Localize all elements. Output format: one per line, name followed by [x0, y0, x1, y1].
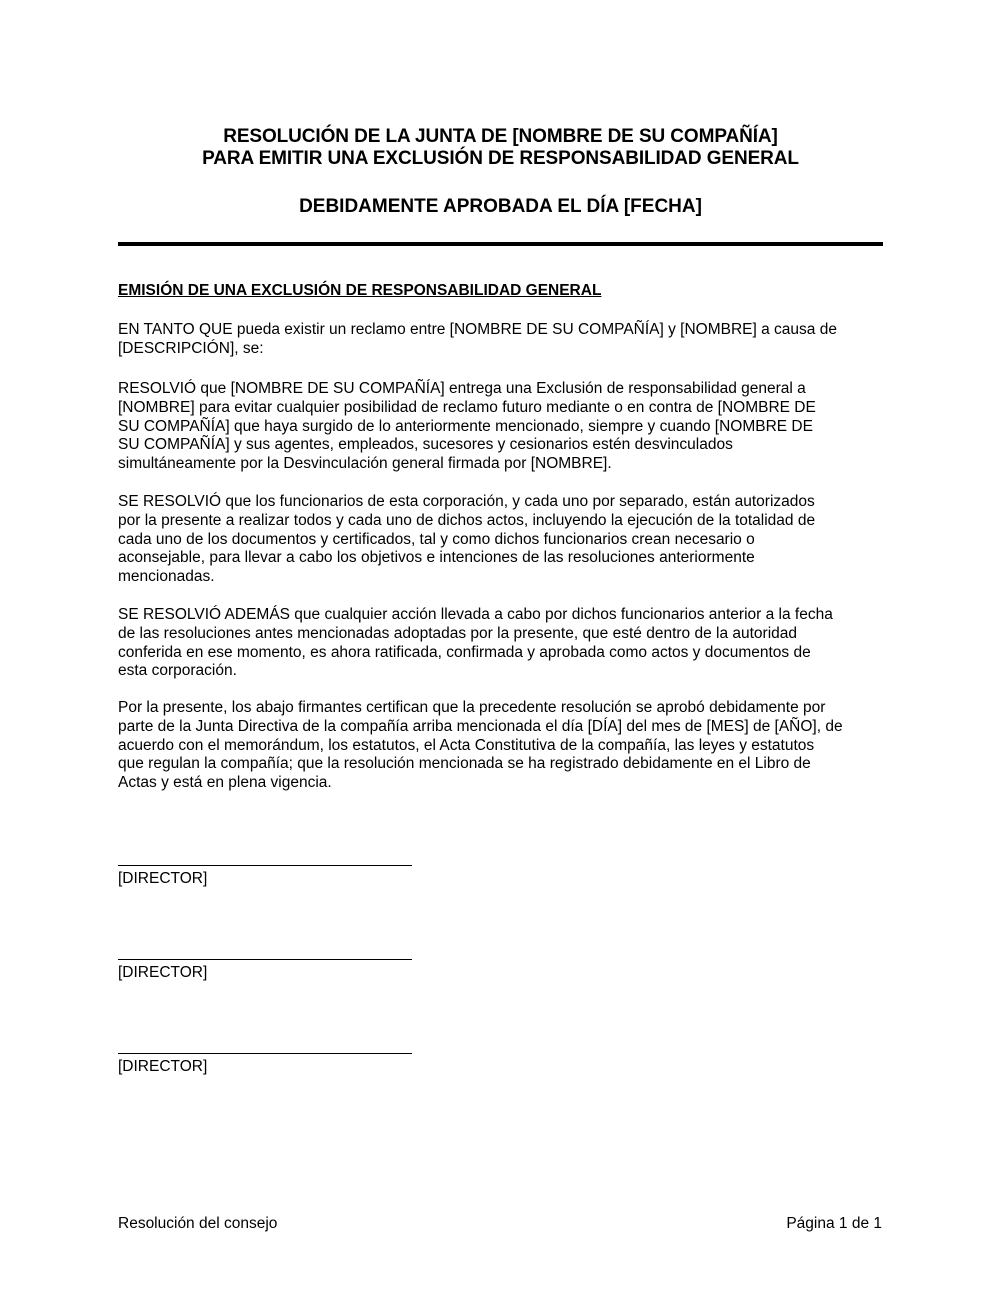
paragraph-line: RESOLVIÓ que [NOMBRE DE SU COMPAÑÍA] entrega una Exclusión de responsabilidad general a	[118, 380, 806, 397]
title-line-1: RESOLUCIÓN DE LA JUNTA DE [NOMBRE DE SU COMPAÑÍA]	[223, 126, 778, 147]
signature-label: [DIRECTOR]	[118, 870, 208, 887]
paragraph-line: por la presente a realizar todos y cada uno de dichos actos, incluyendo la ejecución de la totalidad de	[118, 511, 816, 529]
signature-line	[118, 1053, 412, 1055]
paragraph-line: SU COMPAÑÍA] que haya surgido de lo anteriormente mencionado, siempre y cuando [NOMBRE DE	[118, 417, 813, 435]
horizontal-rule-divider	[118, 242, 883, 246]
signature-line	[118, 959, 412, 961]
signature-label: [DIRECTOR]	[118, 964, 208, 981]
paragraph-line: [DESCRIPCIÓN], se:	[118, 339, 264, 357]
paragraph-line: que regulan la compañía; que la resolución mencionada se ha registrado debidamente en el Libro de	[118, 755, 811, 773]
paragraph-line: cada uno de los documentos y certificados, tal y como dichos funcionarios crean necesario o	[118, 530, 755, 548]
signature-line	[118, 865, 412, 867]
paragraph-line: aconsejable, para llevar a cabo los objetivos e intenciones de las resoluciones anteriormente	[118, 549, 755, 567]
footer-page-number: Página 1 de 1	[786, 1215, 882, 1232]
signature-block-3	[118, 1053, 412, 1076]
paragraph-line: mencionadas.	[118, 568, 215, 586]
signature-block-2	[118, 959, 412, 982]
paragraph-line: Por la presente, los abajo firmantes certifican que la precedente resolución se aprobó debidamente por	[118, 699, 826, 716]
paragraph-line: SU COMPAÑÍA] y sus agentes, empleados, sucesores y cesionarios estén desvinculados	[118, 436, 733, 454]
footer-document-name: Resolución del consejo	[118, 1215, 278, 1232]
paragraph-line: SE RESOLVIÓ ADEMÁS que cualquier acción llevada a cabo por dichos funcionarios anterior a la fecha	[118, 606, 833, 623]
paragraph-whereas	[118, 321, 893, 359]
paragraph-line: parte de la Junta Directiva de la compañía arriba mencionada el día [DÍA] del mes de [MES] de [AÑO], de	[118, 717, 843, 735]
paragraph-certification	[118, 699, 893, 793]
signature-block-1	[118, 865, 412, 888]
paragraph-line: SE RESOLVIÓ que los funcionarios de esta corporación, y cada uno por separado, están autorizados	[118, 493, 815, 510]
signature-label: [DIRECTOR]	[118, 1058, 208, 1075]
paragraph-resolved	[118, 380, 893, 474]
paragraph-line: conferida en ese momento, es ahora ratificada, confirmada y aprobada como actos y documentos de	[118, 643, 811, 661]
paragraph-line: esta corporación.	[118, 662, 237, 680]
document-title	[118, 126, 883, 170]
section-heading: EMISIÓN DE UNA EXCLUSIÓN DE RESPONSABILIDAD GENERAL	[118, 282, 602, 299]
paragraph-line: acuerdo con el memorándum, los estatutos, el Acta Constitutiva de la compañía, las leyes y estatutos	[118, 736, 815, 754]
paragraph-line: simultáneamente por la Desvinculación general firmada por [NOMBRE].	[118, 455, 612, 473]
paragraph-line: [NOMBRE] para evitar cualquier posibilidad de reclamo futuro mediante o en contra de [NOMBRE DE	[118, 398, 816, 416]
paragraph-officers-authorized	[118, 493, 893, 587]
paragraph-ratification	[118, 606, 893, 681]
paragraph-line: de las resoluciones antes mencionadas adoptadas por la presente, que esté dentro de la autoridad	[118, 624, 798, 642]
title-line-2: PARA EMITIR UNA EXCLUSIÓN DE RESPONSABILIDAD GENERAL	[202, 148, 799, 169]
document-subtitle: DEBIDAMENTE APROBADA EL DÍA [FECHA]	[299, 196, 702, 217]
paragraph-line: EN TANTO QUE pueda existir un reclamo entre [NOMBRE DE SU COMPAÑÍA] y [NOMBRE] a causa de	[118, 321, 837, 338]
paragraph-line: Actas y está en plena vigencia.	[118, 774, 332, 792]
